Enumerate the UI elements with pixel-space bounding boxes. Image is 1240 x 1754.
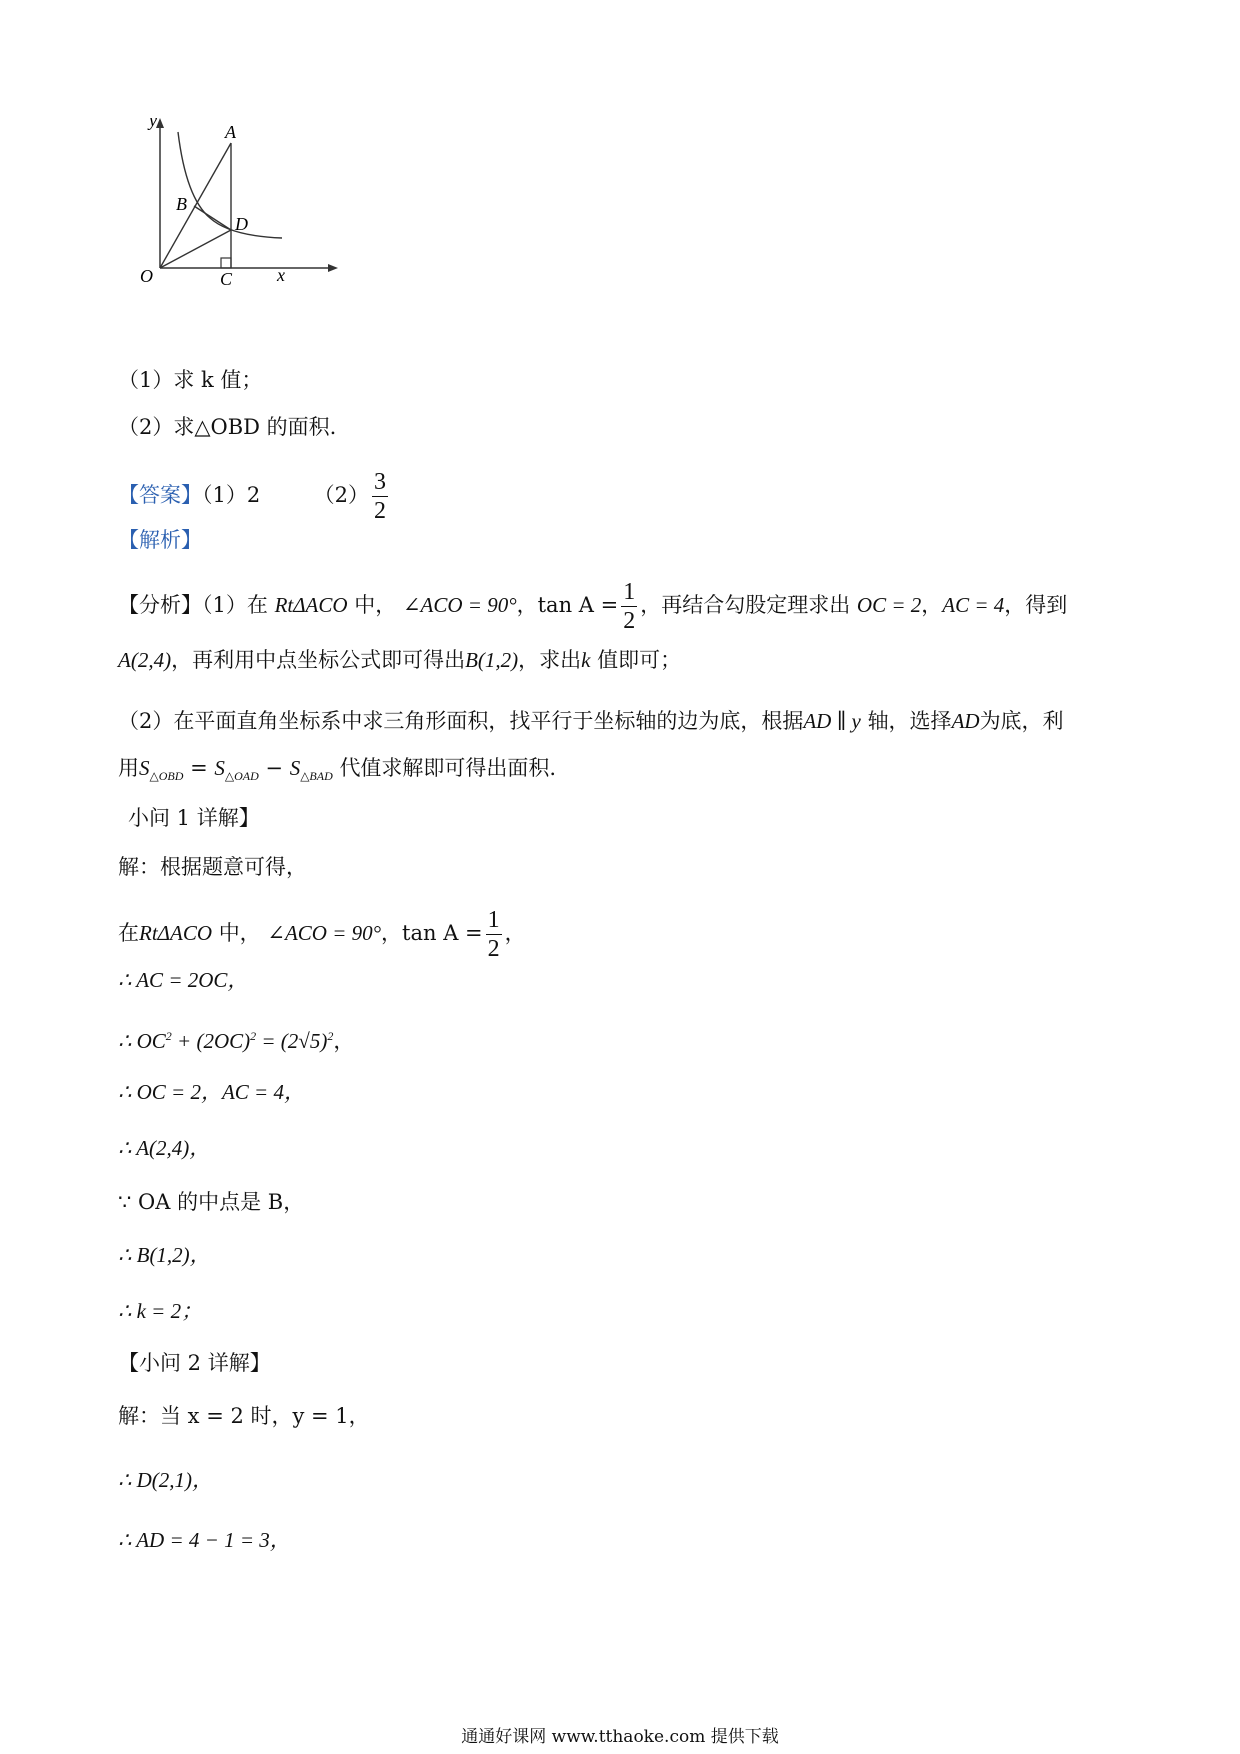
answer-numerator: 3 (373, 469, 386, 495)
analysis-tag: 【解析】 (118, 528, 202, 552)
math-sup: 2 (165, 1029, 172, 1043)
math-ad-parallel: AD ∥ y (803, 709, 861, 733)
math-angle: ∠ACO = 90° (267, 921, 382, 945)
fenxi-text: 中， (354, 593, 397, 617)
fraction-half (486, 908, 502, 961)
math-A: A(2,4) (118, 648, 172, 672)
segment-BD (194, 206, 231, 230)
solution-1-line-3: ∴ AC = 2OC， (118, 968, 249, 992)
math-sub: △OAD (224, 769, 259, 784)
fenxi-text: 代值求解即可得出面积. (339, 756, 557, 780)
question-1: （1）求 k 值； (118, 368, 263, 392)
math-minus: − (258, 756, 290, 780)
denominator: 2 (623, 608, 636, 634)
fenxi-text: ， (921, 593, 943, 617)
solution-1-line-6: ∴ A(2,4)， (118, 1136, 211, 1160)
solution-1-line-4 (118, 1022, 354, 1055)
label-O: O (140, 266, 153, 286)
solution-2-line-3: ∴ AD = 4 − 1 = 3， (118, 1528, 291, 1552)
fenxi-text: 值即可； (597, 648, 682, 672)
footer-source: 通通好课网 www.tthaoke.com 提供下载 (461, 1727, 779, 1747)
math-eq: = (183, 756, 215, 780)
sol-text: 中， (218, 921, 261, 945)
solution-1-line-7: ∵ OA 的中点是 B， (118, 1190, 305, 1214)
math-s: S (214, 756, 225, 780)
fenxi-text: ，再利用中点坐标公式即可得出 (171, 648, 466, 672)
subquestion-1-tag: 小问 1 详解】 (128, 806, 260, 830)
solution-2-line-2: ∴ D(2,1)， (118, 1468, 214, 1492)
math-2oc: + (2OC) (171, 1029, 251, 1053)
answer-part1: （1）2 (202, 483, 261, 507)
math-tan: ，tan A = (381, 921, 483, 945)
analysis-line-2 (118, 646, 681, 674)
analysis-line-3 (118, 707, 1064, 735)
math-sup: 2 (250, 1029, 257, 1043)
solution-1-line-5: ∴ OC = 2，AC = 4， (118, 1080, 305, 1104)
fenxi-text: ，求出 (518, 648, 582, 672)
solution-1-line-2 (118, 908, 526, 961)
label-C: C (220, 269, 233, 289)
label-A: A (225, 122, 236, 142)
coordinate-figure (140, 118, 340, 328)
math-sub: △OBD (149, 769, 184, 784)
right-angle-mark (221, 258, 231, 268)
math-rt-aco: RtΔACO (139, 921, 212, 945)
fenxi-text: ，再结合勾股定理求出 (640, 593, 851, 617)
answer-part2-prefix: （2） (313, 483, 369, 507)
math-tan: ，tan A = (516, 593, 619, 617)
math-ad: AD (951, 709, 980, 733)
answer-line (118, 470, 391, 523)
fenxi-text: （2）在平面直角坐标系中求三角形面积，找平行于坐标轴的边为底，根据 (118, 709, 804, 733)
fenxi-text: （1）在 (202, 593, 268, 617)
solution-1-line-9: ∴ k = 2； (118, 1299, 203, 1323)
analysis-line-4 (118, 754, 556, 790)
answer-fraction (372, 470, 388, 523)
math-B: B(1,2) (465, 648, 519, 672)
denominator: 2 (487, 936, 500, 962)
math-k: k (581, 648, 591, 672)
solution-1-intro: 解：根据题意可得， (118, 855, 307, 879)
coordinate-diagram (140, 118, 340, 328)
fenxi-text: 用 (118, 756, 139, 780)
numerator: 1 (623, 579, 636, 605)
subquestion-2-tag: 【小问 2 详解】 (118, 1351, 271, 1375)
solution-1-line-8: ∴ B(1,2)， (118, 1243, 211, 1267)
math-sub: △BAD (300, 769, 333, 784)
fenxi-text: 轴，选择 (867, 709, 952, 733)
fraction-half (621, 580, 637, 633)
label-y: y (149, 118, 157, 130)
sol-text: 在 (118, 921, 139, 945)
math-oc: OC = 2 (856, 593, 922, 617)
hyperbola-curve (178, 132, 282, 238)
label-D: D (235, 214, 248, 234)
question-2: （2）求△OBD 的面积. (118, 415, 337, 439)
answer-tag: 【答案】 (118, 483, 202, 507)
math-2sqrt5: = (2√5) (256, 1029, 328, 1053)
math-rt-aco: RtΔACO (274, 593, 348, 617)
math-s: S (139, 756, 150, 780)
answer-denominator: 2 (373, 498, 386, 524)
sol-text: ， (504, 921, 526, 945)
math-s: S (289, 756, 301, 780)
math-oc: ∴ OC (118, 1029, 166, 1053)
fenxi-text: 为底，利 (979, 709, 1064, 733)
analysis-line-1 (118, 580, 1067, 633)
label-x: x (277, 265, 285, 285)
fenxi-tag: 【分析】 (118, 593, 202, 617)
math-sup: 2 (327, 1029, 334, 1043)
y-axis-arrow (156, 118, 164, 128)
sol-text: ， (333, 1029, 355, 1053)
math-angle: ∠ACO = 90° (402, 593, 517, 617)
math-ac: AC = 4 (942, 593, 1005, 617)
solution-2-line-1: 解：当 x = 2 时，y = 1， (118, 1404, 370, 1428)
numerator: 1 (487, 907, 500, 933)
fenxi-text: ，得到 (1004, 593, 1068, 617)
x-axis-arrow (328, 264, 338, 272)
label-B: B (176, 194, 187, 214)
